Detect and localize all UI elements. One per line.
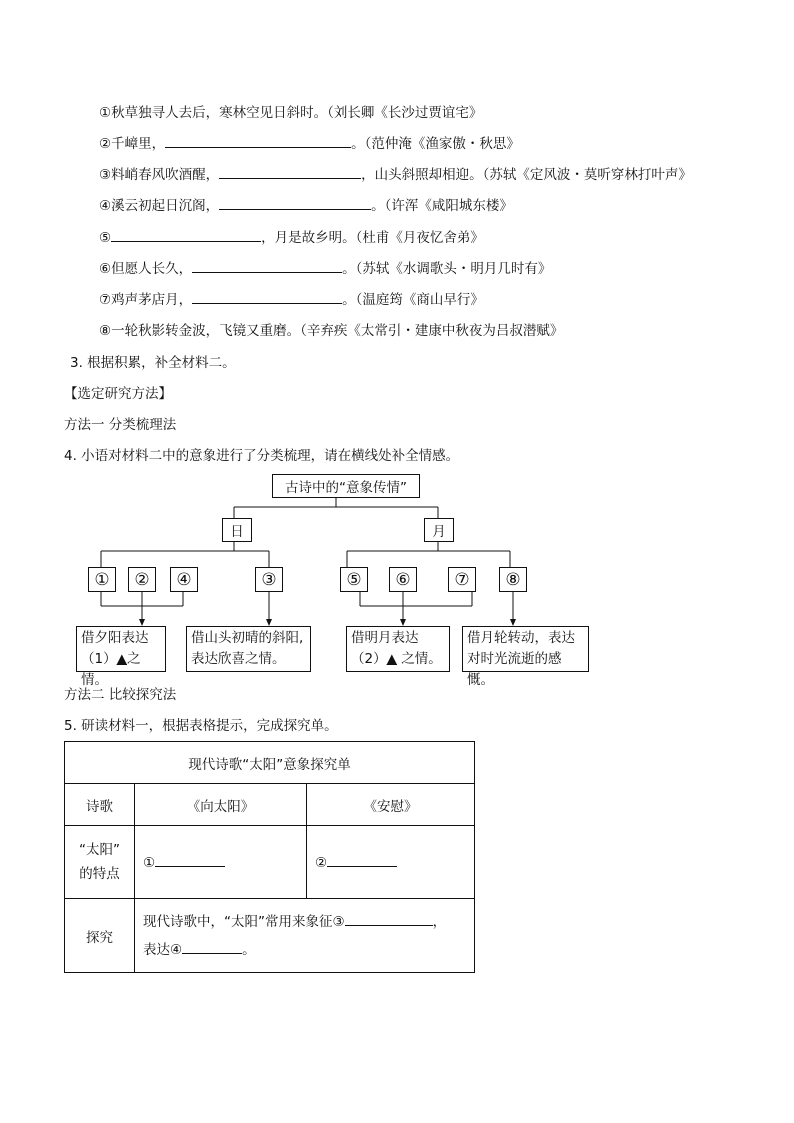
question-3: 3. 根据积累，补全材料二。 bbox=[70, 355, 236, 371]
diagram-num-4: ④ bbox=[170, 567, 198, 592]
table-header-poem: 诗歌 bbox=[65, 784, 135, 826]
table-poem-1: 《向太阳》 bbox=[135, 784, 307, 826]
diagram-num-2: ② bbox=[128, 567, 156, 592]
diagram-sun-node: 日 bbox=[222, 518, 252, 542]
table-explore-cell: 现代诗歌中，“太阳”常用来象征③ ， 表达④ 。 bbox=[135, 899, 475, 973]
answer-blank[interactable] bbox=[155, 854, 225, 867]
poem-line-6: ⑥但愿人长久， 。（苏轼《水调歌头・明月几时有》 bbox=[99, 261, 552, 277]
poem-line-1: ①秋草独寻人去后，寒林空见日斜时。（刘长卿《长沙过贾谊宅》 bbox=[99, 105, 483, 121]
diagram-num-6: ⑥ bbox=[389, 567, 417, 592]
table-poem-2: 《安慰》 bbox=[307, 784, 475, 826]
diagram-moon-node: 月 bbox=[424, 518, 454, 542]
table-row-explore: 探究 bbox=[65, 899, 135, 973]
diagram-box-sunset: 借夕阳表达 （1）▲之情。 bbox=[76, 626, 166, 672]
answer-blank[interactable] bbox=[327, 854, 397, 867]
diagram-box-bright-moon: 借明月表达 （2）▲ 之情。 bbox=[346, 626, 450, 672]
table-answer-2: ② bbox=[307, 826, 475, 899]
answer-blank[interactable] bbox=[345, 913, 433, 926]
answer-blank[interactable] bbox=[182, 941, 242, 954]
research-table bbox=[64, 741, 475, 973]
question-4: 4. 小语对材料二中的意象进行了分类梳理，请在横线处补全情感。 bbox=[64, 448, 460, 464]
method-2: 方法二 比较探究法 bbox=[64, 687, 177, 703]
blank-triangle[interactable]: ▲ bbox=[386, 651, 397, 667]
poem-line-5: ⑤ ，月是故乡明。（杜甫《月夜忆舍弟》 bbox=[99, 230, 484, 246]
question-5: 5. 研读材料一，根据表格提示，完成探究单。 bbox=[64, 718, 338, 734]
diagram-num-3: ③ bbox=[255, 567, 283, 592]
poem-line-7: ⑦鸡声茅店月， 。（温庭筠《商山早行》 bbox=[99, 292, 484, 308]
diagram-num-1: ① bbox=[88, 567, 116, 592]
table-title: 现代诗歌“太阳”意象探究单 bbox=[65, 742, 475, 784]
blank-triangle[interactable]: ▲ bbox=[116, 651, 127, 667]
diagram-num-5: ⑤ bbox=[340, 567, 368, 592]
diagram-root: 古诗中的“意象传情” bbox=[272, 474, 420, 498]
method-1: 方法一 分类梳理法 bbox=[64, 417, 177, 433]
method-header: 【选定研究方法】 bbox=[64, 386, 172, 402]
poem-line-4: ④溪云初起日沉阁， 。（许浑《咸阳城东楼》 bbox=[99, 198, 513, 214]
table-row-feature: “太阳” 的特点 bbox=[65, 826, 135, 899]
poem-line-8: ⑧一轮秋影转金波，飞镜又重磨。（辛弃疾《太常引・建康中秋夜为吕叔潜赋》 bbox=[99, 323, 564, 339]
poem-line-3: ③料峭春风吹酒醒， ，山头斜照却相迎。（苏轼《定风波・莫听穿林打叶声》 bbox=[99, 167, 692, 183]
diagram-num-7: ⑦ bbox=[448, 567, 476, 592]
poem-line-2: ②千嶂里， 。（范仲淹《渔家傲・秋思》 bbox=[99, 136, 520, 152]
diagram-box-slanting-sun: 借山头初晴的斜阳, 表达欣喜之情。 bbox=[186, 626, 311, 672]
table-answer-1: ① bbox=[135, 826, 307, 899]
diagram-num-8: ⑧ bbox=[499, 567, 527, 592]
diagram-box-moon-wheel: 借月轮转动，表达 对时光流逝的感慨。 bbox=[462, 626, 589, 672]
